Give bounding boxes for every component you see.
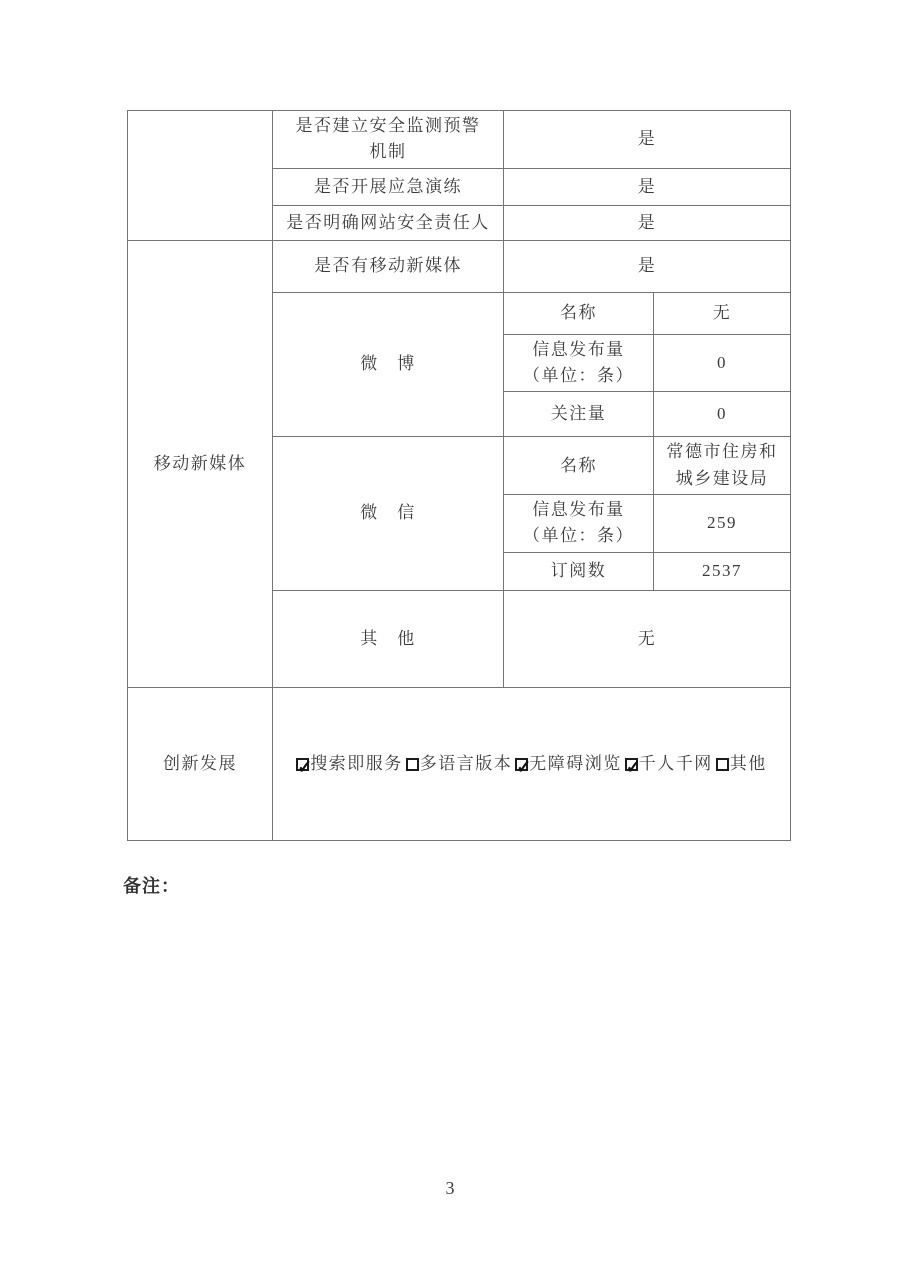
- security-monitoring-value: 是: [504, 111, 791, 169]
- option-accessibility: [512, 754, 622, 773]
- weibo-name-value: 无: [654, 292, 791, 334]
- option-search-as-service: [296, 754, 403, 773]
- option-label: 搜索即服务: [310, 753, 403, 773]
- checkbox-accessibility[interactable]: [515, 758, 528, 771]
- wechat-subscribers-label: 订阅数: [504, 552, 654, 590]
- option-other: [713, 754, 767, 773]
- annual-report-table: [127, 110, 791, 841]
- checkbox-multilingual[interactable]: [406, 758, 419, 771]
- weibo-label: 微 博: [273, 292, 504, 437]
- page-number: 3: [445, 1178, 455, 1198]
- label-line: 机制: [369, 142, 407, 162]
- other-media-value: 无: [504, 590, 791, 687]
- value-line: 城乡建设局: [675, 468, 769, 488]
- wechat-posts-label: [504, 495, 654, 553]
- option-multilingual: [403, 754, 513, 773]
- label-line: 是否建立安全监测预警: [295, 116, 481, 135]
- mobile-media-section-header: 移动新媒体: [128, 240, 273, 687]
- checkbox-personalized[interactable]: [625, 758, 638, 771]
- wechat-subscribers-value: 2537: [654, 552, 791, 590]
- value-line: 常德市住房和: [666, 442, 778, 462]
- innovation-section-header: 创新发展: [128, 687, 273, 840]
- option-label: 无障碍浏览: [529, 753, 622, 773]
- table-row: [128, 687, 791, 840]
- option-label: 千人千网: [638, 753, 713, 773]
- notes-label: 备注：: [123, 876, 180, 896]
- innovation-options-cell: [273, 687, 791, 840]
- emergency-drill-value: 是: [504, 168, 791, 205]
- wechat-posts-value: 259: [654, 495, 791, 553]
- checkbox-other[interactable]: [716, 758, 729, 771]
- table-row: [128, 240, 791, 292]
- checkbox-search-as-service[interactable]: [296, 758, 309, 771]
- option-label: 其他: [729, 753, 767, 773]
- label-line: 信息发布量: [532, 339, 625, 359]
- label-line: （单位：条）: [523, 526, 634, 546]
- security-monitoring-label: [273, 111, 504, 169]
- wechat-name-label: 名称: [504, 437, 654, 495]
- other-media-label: 其 他: [273, 590, 504, 687]
- option-personalized: [622, 754, 713, 773]
- wechat-name-value: [654, 437, 791, 495]
- option-label: 多语言版本: [419, 753, 513, 773]
- weibo-posts-label: [504, 334, 654, 392]
- has-mobile-media-value: 是: [504, 240, 791, 292]
- security-officer-label: 是否明确网站安全责任人: [273, 205, 504, 240]
- label-line: 信息发布量: [532, 500, 625, 520]
- emergency-drill-label: 是否开展应急演练: [273, 168, 504, 205]
- wechat-label: 微 信: [273, 437, 504, 590]
- section-header-empty-cell: [128, 111, 273, 241]
- has-mobile-media-label: 是否有移动新媒体: [273, 240, 504, 292]
- weibo-followers-value: 0: [654, 392, 791, 437]
- weibo-followers-label: 关注量: [504, 392, 654, 437]
- security-officer-value: 是: [504, 205, 791, 240]
- weibo-posts-value: 0: [654, 334, 791, 392]
- label-line: （单位：条）: [523, 366, 634, 386]
- table-row: [128, 111, 791, 169]
- weibo-name-label: 名称: [504, 292, 654, 334]
